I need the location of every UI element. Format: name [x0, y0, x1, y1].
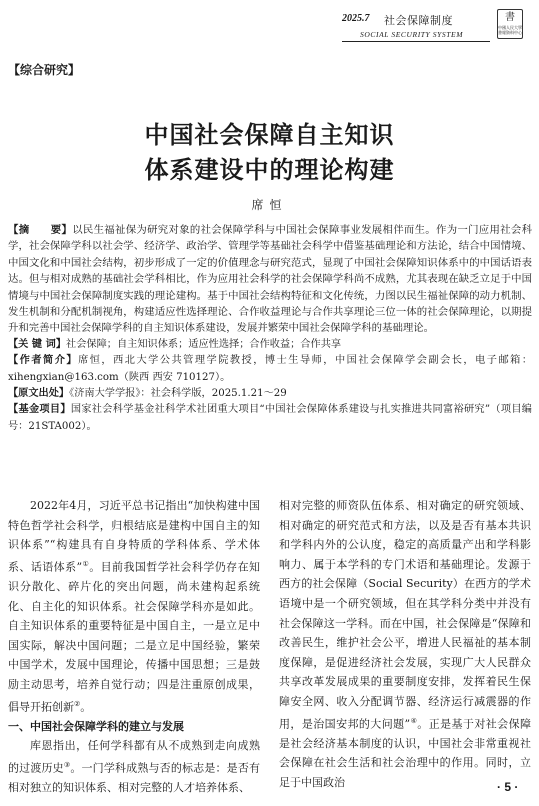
- logo-symbol: 書: [505, 12, 515, 23]
- footnote-ref: ③: [63, 761, 71, 770]
- author-info-row: [8, 353, 532, 386]
- abstract-paragraph: [8, 222, 532, 337]
- logo-text: 中國人民大學書報資料中心: [498, 25, 522, 35]
- article-title-line2: 体系建设中的理论构建: [144, 156, 395, 184]
- source-label: 【原文出处】: [8, 388, 70, 400]
- author-info-label: 【作者简介】: [8, 355, 79, 367]
- abstract-block: [8, 222, 532, 435]
- section-heading: 一、中国社会保障学科的建立与发展: [8, 719, 184, 733]
- abstract-text: 以民生福祉保为研究对象的社会保障学科与中国社会保障事业发展相伴而生。作为一门应用社会科学，社会保障学科以社会学、经济学、政治学、管理学等基础社会科学中借鉴基础理论和方法论，结合中国情境、中国文化和中国社会结构，初步形成了一定的价值理念与研究范式，显现了中国社会保障知识体系中的中国话语表达。但与相对成熟的基础社会学科相比，作为应用社会科学的社会保障学科尚不成熟，尤其表现在缺乏立足于中国情境与中国社会保障制度实践的理论建构。基于中国社会结构特征和文化传统，力图以民生福祉保障的动力机制、发生机制和分配机制视角，构建适应性选择理论、合作收益理论与合作共享理论三位一体的社会保障理论，以期提升和完善中国社会保障学科的自主知识体系建设，发展并繁荣中国社会保障学科的基础理论。: [8, 224, 532, 335]
- journal-name: 社会保障制度: [384, 14, 453, 27]
- body-paragraph: 相对完整的师资队伍体系、相对确定的研究领域、相对确定的研究范式和方法，以及是否有基本共识和学科内外的公认度，稳定的高质量产出和学科影响力、属于本学科的专门术语和基础理论。发源于西方的社会保障（Social Security）在西方的学术语境中是一个研究领域，但在其学科分类中并没有社会保障这一学科。而在中国，社会保障是“保障和改善民生，维护社会公平，增进人民福祉的基本制度保障，是促进经济社会发展，实现广大人民群众共享改革发展成果的重要制度安排，发挥着民生保障安全网、收入分配调节器、经济运行减震器的作用，是治国安邦的大问题”④。正是基于对社会保障是社会经济基本制度的认识，中国社会非常重视社会保障在社会生活和社会治理中的作用。同时，立足于中国政治: [279, 499, 532, 789]
- fund-label: 【基金项目】: [8, 404, 71, 416]
- article-author: 席恒: [251, 198, 288, 212]
- body-column-right: [279, 496, 531, 793]
- journal-logo: [497, 9, 523, 39]
- issue-date: 2025.7: [342, 13, 370, 24]
- abstract-label: 【摘 要】: [8, 224, 73, 236]
- body-paragraph: 2022年4月，习近平总书记指出“加快构建中国特色哲学社会科学，归根结底是建构中国自主的知识体系”“构建具有自身特质的学科体系、学术体系、话语体系”①。目前我国哲学社会科学仍存在知识分散化、碎片化的突出问题，尚未建构起系统化、自主化的知识体系。社会保障学科亦是如此。自主知识体系的重要特征是中国自主，一是立足中国实际，解决中国问题；二是立足中国经验，繁荣中国学术，发展中国理论，传播中国思想；三是鼓励主动思考，培养自觉行动；四是注重原创成果，倡导开拓创新②。: [8, 499, 261, 714]
- footnote-ref: ①: [82, 559, 90, 568]
- body-paragraph: 库恩指出，任何学科都有从不成熟到走向成熟的过渡历史③。一门学科成熟与否的标志是：是否有相对独立的知识体系、相对完整的人才培养体系、: [8, 739, 261, 795]
- page-number: · 5 ·: [497, 780, 519, 794]
- fund-text: 国家社会科学基金社科学术社团重大项目“中国社会保障体系建设与扎实推进共同富裕研究”（项目编号：21STA002）。: [8, 404, 532, 432]
- article-title-line1: 中国社会保障自主知识: [144, 121, 395, 149]
- source-text: 《济南大学学报》：社会科学版，2025.1.21～29: [69, 388, 287, 400]
- keywords-text: 社会保障；自主知识体系；适应性选择；合作收益；合作共享: [66, 338, 342, 350]
- body-column-left: [8, 496, 260, 798]
- keywords-row: [8, 337, 532, 353]
- footnote-ref: ④: [410, 716, 418, 725]
- keywords-label: 【关 键 词】: [8, 338, 67, 350]
- header-rule: [342, 41, 490, 42]
- footnote-ref: ②: [74, 699, 81, 708]
- author-info-text: 席恒，西北大学公共管理学院教授，博士生导师，中国社会保障学会副会长，电子邮箱：xihengxian@163.com（陕西 西安 710127）。: [8, 355, 533, 383]
- journal-name-english: SOCIAL SECURITY SYSTEM: [360, 30, 464, 39]
- section-tag: 【综合研究】: [8, 63, 81, 77]
- source-row: [8, 386, 532, 402]
- fund-row: [8, 402, 532, 435]
